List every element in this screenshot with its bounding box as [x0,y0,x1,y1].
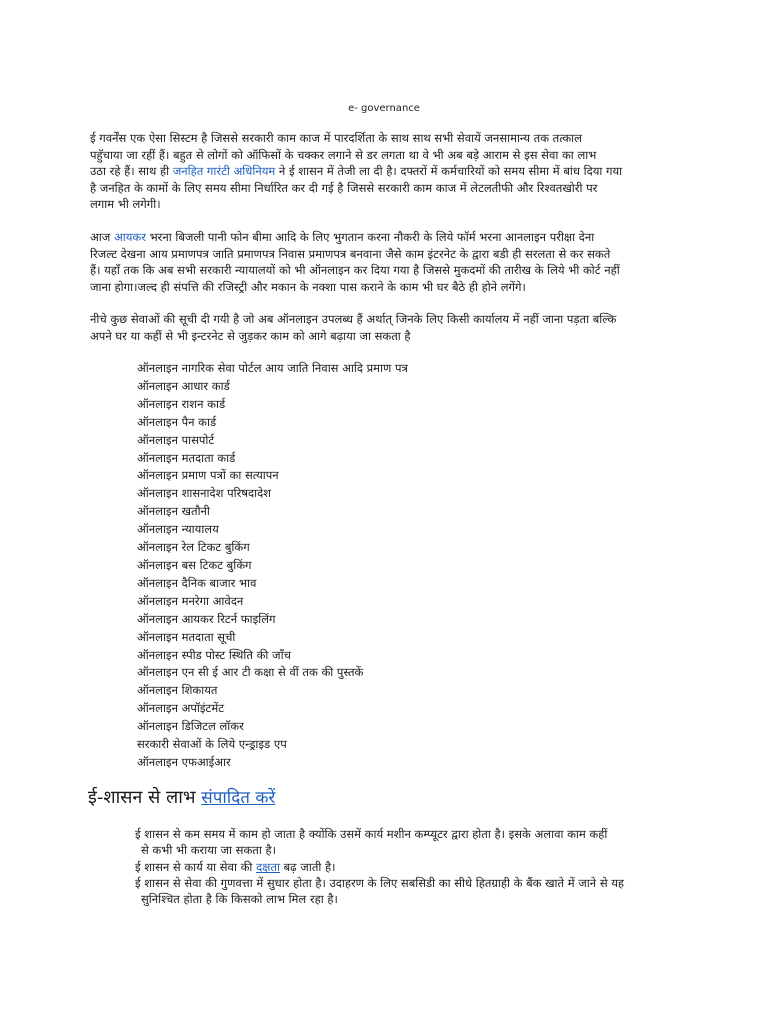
text-line: है जनहित के कामों के लिए समय सीमा निर्धारित कर दी गई है जिससे सरकारी काम काज में लेटलतीफी और रिश्वतखोरी पर [90,180,598,195]
list-item: ऑनलाइन राशन कार्ड [137,396,226,411]
list-item: ऑनलाइन शिकायत [137,683,218,698]
text-line: बढ़ जाती है। [279,859,336,874]
janhit-guarantee-link[interactable]: जनहित गारंटी अधिनियम [172,164,276,178]
list-item: ऑनलाइन दैनिक बाजार भाव [137,575,257,590]
document-title: e- governance [348,103,420,114]
list-item: ऑनलाइन रेल टिकट बुकिंग [137,540,250,555]
benefits-list [135,826,695,907]
online-services-list [137,360,408,772]
text-line: नीचे कुछ सेवाओं की सूची दी गयी है जो अब ऑनलाइन उपलब्ध हैं अर्थात् जिनके लिए किसी कार्यालय में नहीं जाना पड़ता बल्कि [90,312,617,326]
heading-text: ई-शासन से लाभ [88,787,202,808]
text-line: ई शासन से कार्य या सेवा की [135,859,257,874]
list-item [135,875,695,908]
services-paragraph [90,229,690,295]
text-line: लगाम भी लगेगी। [90,197,161,211]
text-line: पहुॅचाया जा रहीं हैं। बहुत से लोगों को ऑफिसाें के चक्कर लगाने से डर लगता था वे भी अब बड़े आराम से इस सेवा का लाभ [90,147,597,162]
text-line: ई शासन से कम समय में काम हो जाता है क्योंकि उसमें कार्य मशीन कम्प्यूटर द्वारा होता है। इसके अलावा काम कहीं [135,827,608,841]
text-line: अपने घर या कहीं से भी इन्टरनेट से जुड़कर काम को आगे बढ़ाया जा सकता है [90,328,411,343]
list-item: ऑनलाइन अपॉइंटमेंट [137,701,225,716]
list-item: ऑनलाइन एफआईआर [137,754,231,769]
intro-paragraph [90,130,690,213]
list-item: ऑनलाइन स्पीड पोस्ट स्थिति की जाँच [137,647,291,662]
list-item: ऑनलाइन नागरिक सेवा पोर्टल आय जाति निवास आदि प्रमाण पत्र [137,361,408,375]
efficiency-link[interactable]: दक्षता [256,859,280,874]
income-tax-link[interactable]: आयकर [113,230,146,244]
list-item: ऑनलाइन खतौनी [137,504,210,519]
list-item: ऑनलाइन डिजिटल लॉकर [137,719,244,734]
list-item: ऑनलाइन न्यायालय [137,522,219,537]
list-intro-paragraph [90,311,690,344]
text-line: आज [90,230,114,244]
list-item: ऑनलाइन पैन कार्ड [137,414,217,429]
text-line: ई गवर्नेंस एक ऐसा सिस्टम है जिससे सरकारी काम काज में पारदर्शिता के साथ साथ सभी सेवायें जनसामान्य तक तत्काल [90,131,582,145]
text-line: ई शासन से सेवा की गुणवत्ता में सुधार होता है। उदाहरण के लिए सबसिडी का सीधे हितग्राही के बैंक खाते में जाने से यह [135,875,625,890]
text-line: रिजल्ट देखना आय प्रमाणपत्र जाति प्रमाणपत्र निवास प्रमाणपत्र बनवाना जैसे काम इंटरनेट के द्वारा बडी ही सरलता से कर सकते [90,246,611,261]
list-item: ऑनलाइन पासपोर्ट [137,432,215,447]
text-line: भरना बिजली पानी फोन बीमा आदि के लिए भुगतान करना नौकरी के लिये फॉर्म भरना आनलाइन परीक्षा देना [145,230,595,244]
list-item: ऑनलाइन मतदाता सूची [137,629,236,644]
text-line: जाना होगा।जल्द ही संपत्ति की रजिस्ट्री और मकान के नक्शा पास कराने के काम भी घर बैठे ही होने लगेंगे। [90,279,526,294]
benefits-heading [88,786,275,810]
list-item [135,826,695,859]
list-item: ऑनलाइन बस टिकट बुकिंग [137,557,252,572]
list-item: ऑनलाइन एन सी ई आर टी कक्षा से वीं तक की पुस्तकें [137,665,364,680]
text-line: उठा रहे हैं। साथ ही [90,164,173,178]
list-item: ऑनलाइन प्रमाण पत्रों का सत्यापन [137,468,279,483]
list-item: ऑनलाइन आयकर रिटर्न फाइलिंग [137,611,276,626]
text-line: सुनिश्चित होता है कि किसको लाभ मिल रहा है। [141,892,338,907]
list-item: ऑनलाइन आधार कार्ड [137,378,230,393]
list-item: ऑनलाइन शासनादेश परिषदादेश [137,486,271,501]
edit-section-link[interactable]: संपादित करें [201,788,276,808]
text-line: ने ई शासन में तेजी ला दी है। दफ्तरों में कर्मचारियों को समय सीमा में बांध दिया गया [275,164,623,178]
list-item: सरकारी सेवाओं के लिये एन्ड्राइड एप [137,737,287,752]
list-item: ऑनलाइन मतदाता कार्ड [137,450,236,465]
text-line: से कभी भी कराया जा सकता है। [141,843,276,858]
list-item [135,859,695,875]
text-line: हैं। यहाँ तक कि अब सभी सरकारी न्यायालयों को भी ऑनलाइन कर दिया गया है जिससे मुकदमों की तारीख के लिये भी कोर्ट नहीं [90,263,620,277]
list-item: ऑनलाइन मनरेगा आवेदन [137,593,244,608]
